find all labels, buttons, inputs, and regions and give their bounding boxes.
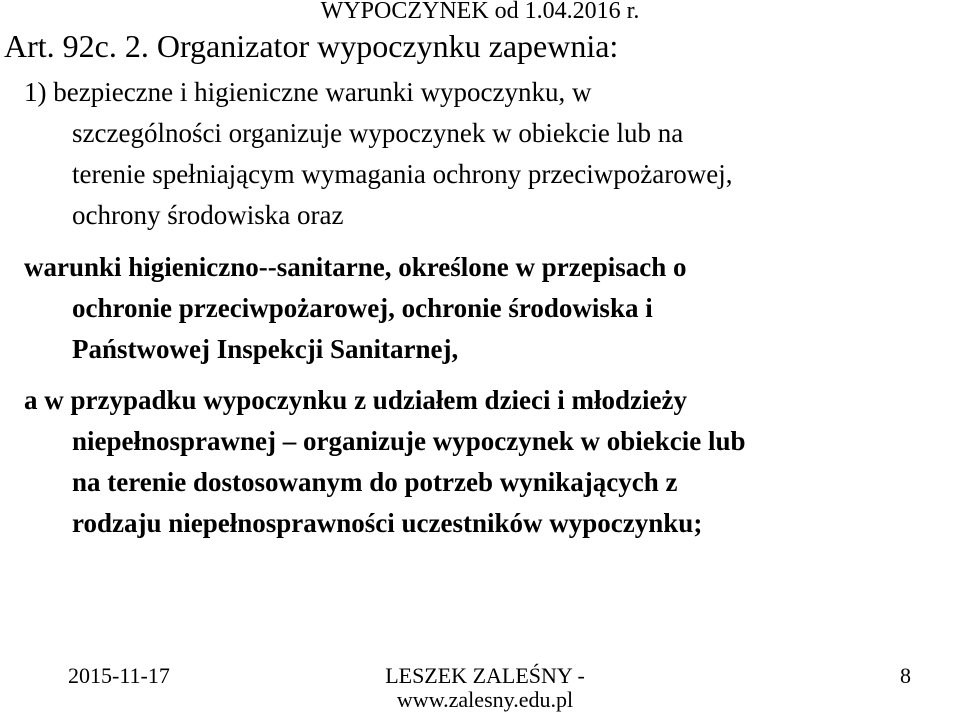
paragraph-line: ochronie przeciwpożarowej, ochronie środowiska i <box>72 293 653 323</box>
paragraph-line: niepełnosprawnej – organizuje wypoczynek w obiekcie lub <box>72 426 746 456</box>
paragraph-line: na terenie dostosowanym do potrzeb wynikających z <box>72 467 678 497</box>
paragraph-line: a w przypadku wypoczynku z udziałem dzieci i młodzieży <box>24 385 687 415</box>
paragraph-conditions <box>24 72 732 236</box>
paragraph-line: warunki higieniczno--sanitarne, określone w przepisach o <box>24 252 687 282</box>
paragraph-line: rodzaju niepełnosprawności uczestników wypoczynku; <box>72 508 703 538</box>
paragraph-line: Państwowej Inspekcji Sanitarnej, <box>72 334 459 364</box>
footer-page-number: 8 <box>900 663 911 688</box>
footer-author-website: www.zalesny.edu.pl <box>396 687 574 712</box>
footer-author <box>330 664 640 712</box>
paragraph-disabled-participants <box>24 380 746 544</box>
footer-date: 2015-11-17 <box>68 663 170 688</box>
paragraph-line: szczególności organizuje wypoczynek w obiekcie lub na <box>72 118 684 148</box>
paragraph-line: terenie spełniającym wymagania ochrony przeciwpożarowej, <box>72 159 733 189</box>
article-heading: Art. 92c. 2. Organizator wypoczynku zapewnia: <box>4 28 619 64</box>
paragraph-sanitary <box>24 247 687 370</box>
paragraph-line: ochrony środowiska oraz <box>72 200 344 230</box>
footer-author-name: LESZEK ZALEŚNY - <box>385 663 585 688</box>
slide-header-title: WYPOCZYNEK od 1.04.2016 r. <box>320 0 640 24</box>
paragraph-line: 1) bezpieczne i higieniczne warunki wypoczynku, w <box>24 77 592 107</box>
